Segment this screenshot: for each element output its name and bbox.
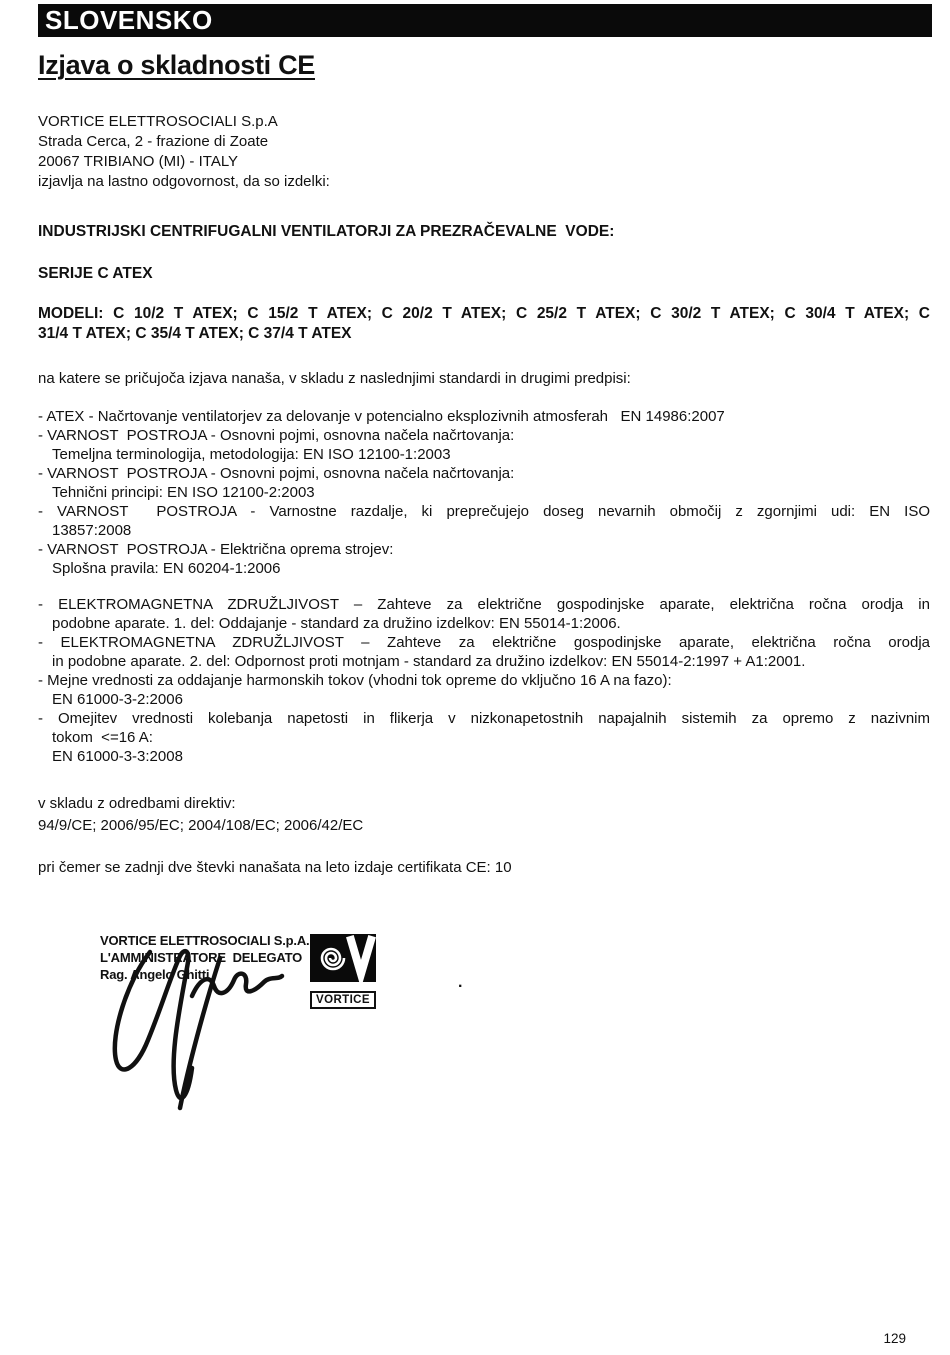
company-name: VORTICE ELETTROSOCIALI S.p.A (38, 113, 278, 130)
standard-item: - Omejitev vrednosti kolebanja napetosti in flikerja v nizkonapetostnih napajalnih sistemih za opremo z nazivnim tokom <=16 A: EN 61000-3-3:2008 (38, 710, 930, 765)
standard-item: - VARNOST POSTROJA - Osnovni pojmi, osnovna načela načrtovanja: Tehnični principi: EN ISO 12100-2:2003 (38, 465, 515, 501)
vortice-logo (310, 934, 376, 1009)
standards-list-primary (38, 407, 930, 578)
company-responsibility-line: izjavlja na lastno odgovornost, da so izdelki: (38, 173, 330, 190)
standards-list-emc (38, 595, 930, 766)
product-models (38, 304, 930, 344)
product-series: SERIJE C ATEX (38, 265, 153, 282)
standards-intro: na katere se pričujoča izjava nanaša, v skladu z naslednjimi standardi in drugimi predpisi: (38, 370, 631, 387)
directives-block (38, 793, 930, 837)
company-address-line-2: 20067 TRIBIANO (MI) - ITALY (38, 153, 239, 170)
signature-handwriting-icon (92, 938, 322, 1118)
standard-item: - VARNOST POSTROJA - Varnostne razdalje, ki preprečujejo doseg nevarnih območij z zgornjimi udi: EN ISO 13857:2008 (38, 503, 930, 539)
vortice-spiral-icon (310, 934, 376, 982)
signature-role: L'AMMINISTRATORE DELEGATO (100, 950, 303, 965)
directives-list: 94/9/CE; 2006/95/EC; 2004/108/EC; 2006/42/EC (38, 817, 364, 834)
page-number: 129 (883, 1331, 906, 1346)
stray-dot: . (458, 974, 463, 991)
models-line-2: 31/4 T ATEX; C 35/4 T ATEX; C 37/4 T ATEX (38, 325, 352, 342)
language-banner (38, 4, 932, 37)
company-block (38, 112, 930, 192)
certificate-note: pri čemer se zadnji dve števki nanašata na leto izdaje certifikata CE: 10 (38, 859, 512, 876)
signature-company: VORTICE ELETTROSOCIALI S.p.A. (100, 933, 310, 948)
company-address-line-1: Strada Cerca, 2 - frazione di Zoate (38, 133, 269, 150)
standard-item: - ATEX - Načrtovanje ventilatorjev za delovanje v potencialno eksplozivnih atmosferah EN 14986:2007 (38, 408, 725, 425)
models-line-1: MODELI: C 10/2 T ATEX; C 15/2 T ATEX; C 20/2 T ATEX; C 25/2 T ATEX; C 30/2 T ATEX; C 30/4 T ATEX; C (38, 305, 930, 322)
standard-item: - VARNOST POSTROJA - Osnovni pojmi, osnovna načela načrtovanja: Temeljna terminologija, metodologija: EN ISO 12100-1:2003 (38, 427, 515, 463)
standard-item: - VARNOST POSTROJA - Električna oprema strojev: Splošna pravila: EN 60204-1:2006 (38, 541, 394, 577)
standard-item: - ELEKTROMAGNETNA ZDRUŽLJIVOST – Zahteve za električne gospodinjske aparate, električna ročna orodja in podobne aparate. 1. del: Oddajanje - standard za družino izdelkov: EN 55014-1:2006. (38, 596, 930, 632)
standard-item: - ELEKTROMAGNETNA ZDRUŽLJIVOST – Zahteve za električne gospodinjske aparate, električna ročna orodja in podobne aparate. 2. del: Odpornost proti motnjam - standard za družino izdelkov: EN 55014-2:1997 + A1:2001. (38, 634, 930, 670)
page-title: Izjava o skladnosti CE (38, 50, 315, 80)
directives-intro: v skladu z odredbami direktiv: (38, 795, 236, 812)
vortice-wordmark: VORTICE (310, 991, 376, 1009)
standard-item: - Mejne vrednosti za oddajanje harmonskih tokov (vhodni tok opreme do vključno 16 A na fazo): EN 61000-3-2:2006 (38, 672, 672, 708)
signature-signer: Rag. Angelo Ghitti (100, 967, 210, 982)
product-heading: INDUSTRIJSKI CENTRIFUGALNI VENTILATORJI ZA PREZRAČEVALNE VODE: (38, 223, 615, 240)
language-banner-label: SLOVENSKO (45, 5, 213, 35)
